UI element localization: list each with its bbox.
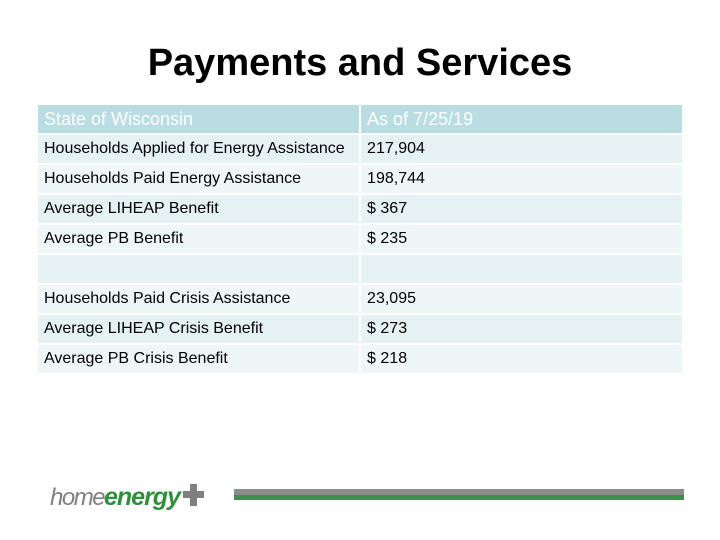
header-cell-state: State of Wisconsin (37, 104, 360, 134)
page-title: Payments and Services (147, 42, 573, 84)
footer-bar-green (234, 495, 684, 500)
table-header-row (37, 104, 683, 134)
row-label (37, 254, 360, 284)
table-row-empty (37, 254, 683, 284)
row-label: Households Paid Energy Assistance (37, 164, 360, 194)
table-row (37, 164, 683, 194)
table-row (37, 224, 683, 254)
table-row (37, 344, 683, 374)
table-row (37, 284, 683, 314)
row-value: $ 367 (360, 194, 683, 224)
row-value: $ 273 (360, 314, 683, 344)
row-value: $ 218 (360, 344, 683, 374)
plus-icon (183, 484, 204, 506)
row-label: Average PB Crisis Benefit (37, 344, 360, 374)
row-label: Average PB Benefit (37, 224, 360, 254)
row-value: 23,095 (360, 284, 683, 314)
row-value: $ 235 (360, 224, 683, 254)
row-label: Households Paid Crisis Assistance (37, 284, 360, 314)
row-value: 198,744 (360, 164, 683, 194)
row-value (360, 254, 683, 284)
row-label: Average LIHEAP Crisis Benefit (37, 314, 360, 344)
row-label: Households Applied for Energy Assistance (37, 134, 360, 164)
home-energy-logo (50, 478, 210, 516)
header-cell-date: As of 7/25/19 (360, 104, 683, 134)
table-row (37, 314, 683, 344)
table-row (37, 134, 683, 164)
row-value: 217,904 (360, 134, 683, 164)
payments-table (36, 103, 684, 375)
row-label: Average LIHEAP Benefit (37, 194, 360, 224)
logo-text-energy: energy (104, 483, 180, 511)
logo-text-home: home (50, 484, 105, 511)
table-row (37, 194, 683, 224)
